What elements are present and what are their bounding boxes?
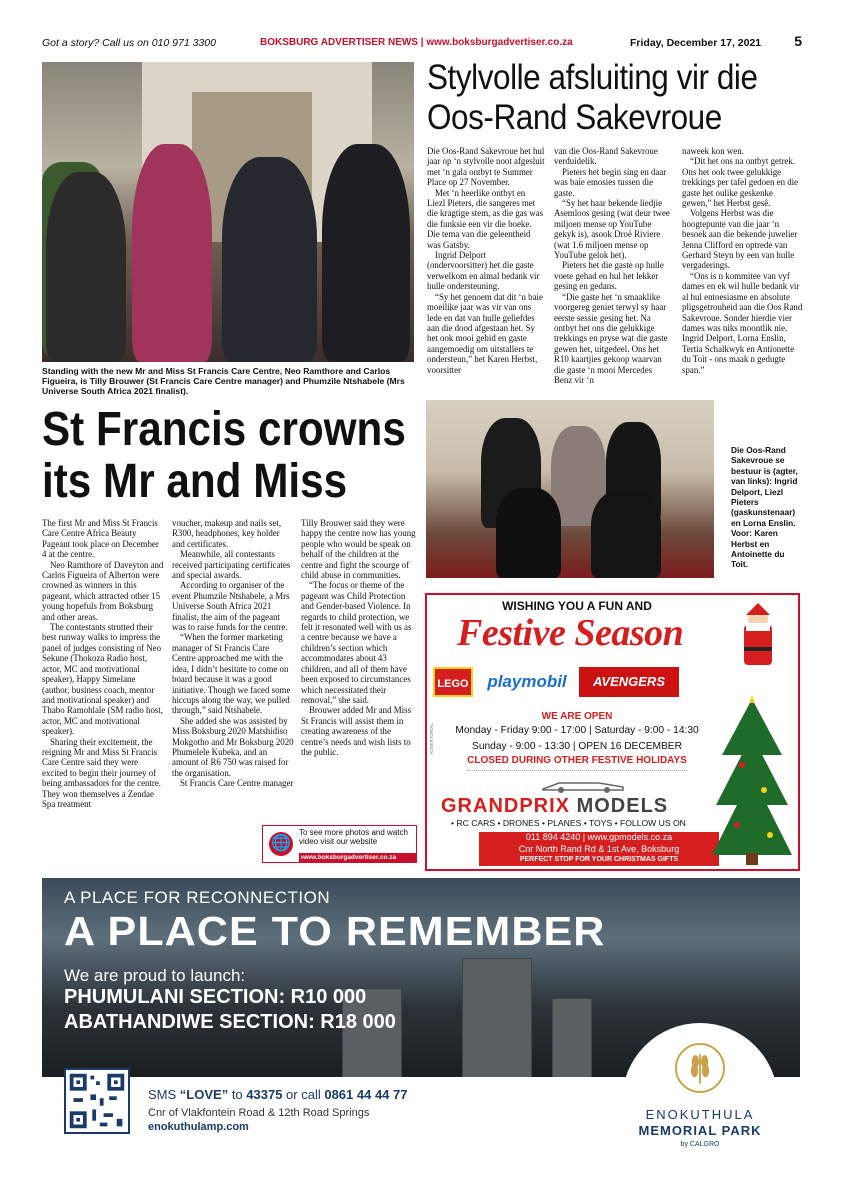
paragraph: “Dit het ons na ontbyt getrek. Ons het ook twee gelukkige trekkings per tafel gedoen en die gaste het oulike geskenke gewen,” het Herbst gesê. (682, 156, 799, 209)
paragraph: Met ‘n heerlike ontbyt en Liezl Pieters, die sangeres met die kragtige stem, as die gas was die funksie een vir die boeke. Die tema van die geleentheid was Gatsby. (427, 187, 544, 250)
sms-to: to (228, 1087, 247, 1102)
playmobil-logo: playmobil (487, 672, 567, 691)
story-tip-line: Got a story? Call us on 010 971 3300 (42, 37, 216, 49)
website-promo-link[interactable]: www.boksburgadvertiser.co.za (299, 853, 416, 862)
person-karen (496, 488, 561, 578)
sakevroue-column-2 (554, 146, 672, 385)
wheat-emblem-icon (675, 1043, 725, 1093)
banner-tagline: A PLACE FOR RECONNECTION (64, 888, 331, 907)
ad-wish-line: WISHING YOU A FUN AND (502, 599, 652, 613)
website-promo-box[interactable] (262, 825, 417, 863)
ad-hours-weekday: Monday - Friday 9:00 - 17:00 | Saturday - 9:00 - 14:30 (455, 725, 699, 736)
ad-divider (467, 770, 687, 771)
memorial-name-2: MEMORIAL PARK (638, 1123, 762, 1138)
banner-headline: A PLACE TO REMEMBER (64, 908, 606, 954)
tombstone (462, 958, 532, 1077)
globe-icon: 🌐 (269, 832, 293, 856)
st-francis-column-1 (42, 518, 164, 809)
ad-vertical-code: ADVERTORIAL (429, 723, 434, 755)
ad-contact[interactable]: 011 894 4240 | www.gpmodels.co.za (479, 832, 719, 844)
paragraph: The first Mr and Miss St Francis Care Centre Africa Beauty Pageant took place on December 4 at the centre. (42, 518, 159, 560)
paragraph: She added she was assisted by Miss Boksburg 2020 Matshidiso Mokgotho and Mr Boksburg 2020 Phumelele Kubeka, and an amount of R6 750 was raised for the organisation. (172, 715, 294, 778)
paragraph: Meanwhile, all contestants received participating certificates and special awards. (172, 549, 291, 581)
grandprix-logo-part1: GRANDPRIX (441, 795, 571, 817)
sakevroue-photo-caption: Die Oos-Rand Sakevroue se bestuur is (agter, van links): Ingrid Delport, Liezl Pieters (gaskunstenaar) en Lorna Enslin. Voor: Karen Herbst en Antoinette du Toit. (731, 445, 798, 570)
qr-code-icon[interactable] (64, 1068, 130, 1134)
ad-address: Cnr North Rand Rd & 1st Ave, Boksburg (479, 844, 719, 856)
paragraph: Pieters het die gaste op hulle voete gehad en hul het lekker gesing en gedans. (554, 260, 664, 292)
sms-prefix: SMS (148, 1087, 180, 1102)
paragraph: “When the former marketing manager of St Francis Care Centre approached me with the idea, I didn’t hesitate to come on board because it was a good initiative. Though we faced some hiccups along the way, we pulled through,” said Ntshabele. (172, 632, 291, 716)
sakevroue-photo (426, 400, 714, 578)
banner-section-phumulani: PHUMULANI SECTION: R10 000 (64, 986, 367, 1008)
page-number: 5 (794, 33, 802, 49)
person-phumzile (322, 144, 410, 362)
st-francis-column-2 (172, 518, 294, 789)
paragraph: voucher, makeup and nails set, R300, headphones, key holder and certificates. (172, 518, 282, 549)
paragraph: van die Oos-Rand Sakevroue verduidelik. (554, 146, 658, 167)
race-car-icon (539, 777, 629, 793)
paragraph: Brouwer added Mr and Miss St Francis will assist them in creating awareness of the centre’s needs and wish lists to the public. (301, 705, 412, 757)
headline-sakevroue: Stylvolle afsluiting vir die Oos-Rand Sakevroue (427, 58, 758, 137)
paragraph: Die Oos-Rand Sakevroue het hul jaar op ‘n stylvolle noot afgesluit met ‘n gala ontbyt te Summer Place op 27 November. (427, 146, 545, 188)
sms-or-call: or call (282, 1087, 325, 1102)
pageant-photo (42, 62, 414, 362)
ad-open-heading: WE ARE OPEN (541, 711, 613, 722)
memorial-footer (42, 1063, 800, 1148)
paragraph: Volgens Herbst was die hoogtepunte van die jaar ‘n besoek aan die bekende juwelier Jenna Clifford en optrede van Gerhard Steyn by een van hulle vergaderings. (682, 208, 798, 271)
sms-call-line (148, 1087, 407, 1102)
memorial-name-1: ENOKUTHULA (645, 1107, 755, 1122)
memorial-website[interactable]: enokuthulamp.com (148, 1121, 249, 1133)
paragraph: Tilly Brouwer said they were happy the centre now has young people who would be speak on behalf of the children at the centre and fight the scourge of child abuse in communities. (301, 518, 416, 581)
ad-festive-title: Festive Season (457, 612, 684, 654)
person-neo (132, 144, 212, 362)
paragraph: Ingrid Delport (ondervoorsitter) het die gaste verwelkom en almal bedank vir hulle ondersteuning. (427, 250, 540, 292)
grandprix-advert[interactable] (425, 593, 800, 871)
issue-date: Friday, December 17, 2021 (630, 37, 762, 49)
paragraph: “Sy het genoem dat dit ‘n baie moeilike jaar was vir van ons lede en dat van hulle geliefdes aan die dood afgestaan het. Sy het ook mooi gebid en gaste aangemoedig om uitstallers te ondersteun,” het Karen Herbst, voorsitter (427, 291, 543, 375)
paragraph: St Francis Care Centre manager (180, 778, 294, 789)
pageant-photo-caption: Standing with the new Mr and Miss St Francis Care Centre, Neo Ramthore and Carlos Figueira, is Tilly Brouwer (St Francis Care Centre manager) and Phumzile Ntshabele (Mrs Universe South Africa 2021 finalist). (42, 366, 405, 396)
ad-hours-sunday: Sunday - 9:00 - 13:30 | OPEN 16 DECEMBER (472, 741, 682, 752)
paragraph: Neo Ramthore of Daveyton and Carlos Figueira of Alberton were crowned as winners in this pageant, which attracted other 15 young hopefuls from Boksburg and other areas. (42, 559, 164, 622)
paragraph: naweek kon wen. (682, 146, 744, 156)
publication-name[interactable]: BOKSBURG ADVERTISER NEWS | www.boksburgadvertiser.co.za (260, 37, 573, 48)
lego-logo: LEGO (433, 667, 473, 697)
paragraph: The contestants strutted their best runway walks to impress the panel of judges consisting of Neo Sekune (Thokoza Radio host, actor, MC and motivational speaker), Happy Simelane (author, business coach, mentor and motivational speaker) and Thabo Ramohlale (SM radio host, actor, MC and motivational speaker). (42, 622, 164, 737)
christmas-tree-icon (712, 695, 792, 865)
grandprix-logo (441, 795, 668, 818)
headline-st-francis: St Francis crowns its Mr and Miss (42, 403, 406, 508)
brand-logos (433, 667, 733, 699)
paragraph: According to organiser of the event Phumzile Ntshabele, a Mrs Universe South Africa 2021 finalist, the aim of the pageant was to raise funds for the centre. (172, 580, 290, 633)
st-francis-column-3 (301, 518, 417, 757)
sms-number[interactable]: 43375 (246, 1087, 283, 1102)
ad-closed-notice: CLOSED DURING OTHER FESTIVE HOLIDAYS (467, 755, 687, 766)
person-carlos (222, 157, 317, 362)
person-tilly (46, 172, 126, 362)
paragraph: “Die gaste het ‘n smaaklike voorgereg geniet terwyl sy haar eerste sessie gesing het. Na ontbyt het ons die gelukkige trekkings en pryse wat die gaste gewen het, uitgedeel. Ons het R10 kaartjies gekoop waarvan die gaste ‘n mooi Mercedes Benz vir ‘n (554, 291, 668, 385)
paragraph: “Ons is n kommitee van vyf dames en ek wil hulle bedank vir al hul entoesiasme en absolute pligsgetrouheid aan die Oos Rand Sakevroue. Sonder hierdie vier dames was niks moontlik nie. Ingrid Delport, Lorna Enslin, Tertia Schalkwyk en Antionette du Toit - ons maak n gedugte span.” (682, 270, 803, 375)
call-number[interactable]: 0861 44 44 77 (324, 1087, 408, 1102)
avengers-logo: AVENGERS (579, 667, 679, 697)
santa-icon (734, 603, 782, 673)
grandprix-logo-part2: MODELS (570, 795, 669, 817)
sakevroue-column-3 (682, 146, 804, 375)
website-promo-text: To see more photos and watch video visit our website (299, 828, 408, 846)
ad-product-types: • RC CARS • DRONES • PLANES • TOYS • FOLLOW US ON (451, 818, 686, 828)
memorial-by-calgro: by CALGRO (680, 1141, 720, 1148)
paragraph: “Sy het haar bekende liedjie Asemloos gesing (wat deur twee miljoen mense op YouTube gekyk is), asook Droë Riviere (wat 1.6 miljoen mense op YouTube gelok het). (554, 198, 670, 261)
sms-keyword: “LOVE” (179, 1087, 229, 1102)
paragraph: “The focus or theme of the pageant was Child Protection and Gender-based Violence. In regards to child protection, we felt it resonated well with us as a centre because we have a children’s section which accommodates about 43 children, and all of them have been exposed to circumstances which necessitated their removal,” she said. (301, 580, 412, 705)
sakevroue-column-1 (427, 146, 545, 375)
person-antoinette (591, 490, 661, 578)
ad-tagline: PERFECT STOP FOR YOUR CHRISTMAS GIFTS (479, 856, 719, 866)
paragraph: Sharing their excitement, the reigning Mr and Miss St Francis Care Centre said they were excited to begin their journey of being ambassadors for the centre. They won themselves a Zendae Spa treatment (42, 736, 162, 809)
banner-section-abathandiwe: ABATHANDIWE SECTION: R18 000 (64, 1011, 396, 1033)
memorial-address: Cnr of Vlakfontein Road & 12th Road Springs (148, 1107, 370, 1119)
paragraph: Pieters het begin sing en daar was baie emosies tussen die gaste. (554, 166, 667, 198)
banner-launch-text: We are proud to launch: (64, 966, 246, 985)
page-header (42, 33, 802, 53)
